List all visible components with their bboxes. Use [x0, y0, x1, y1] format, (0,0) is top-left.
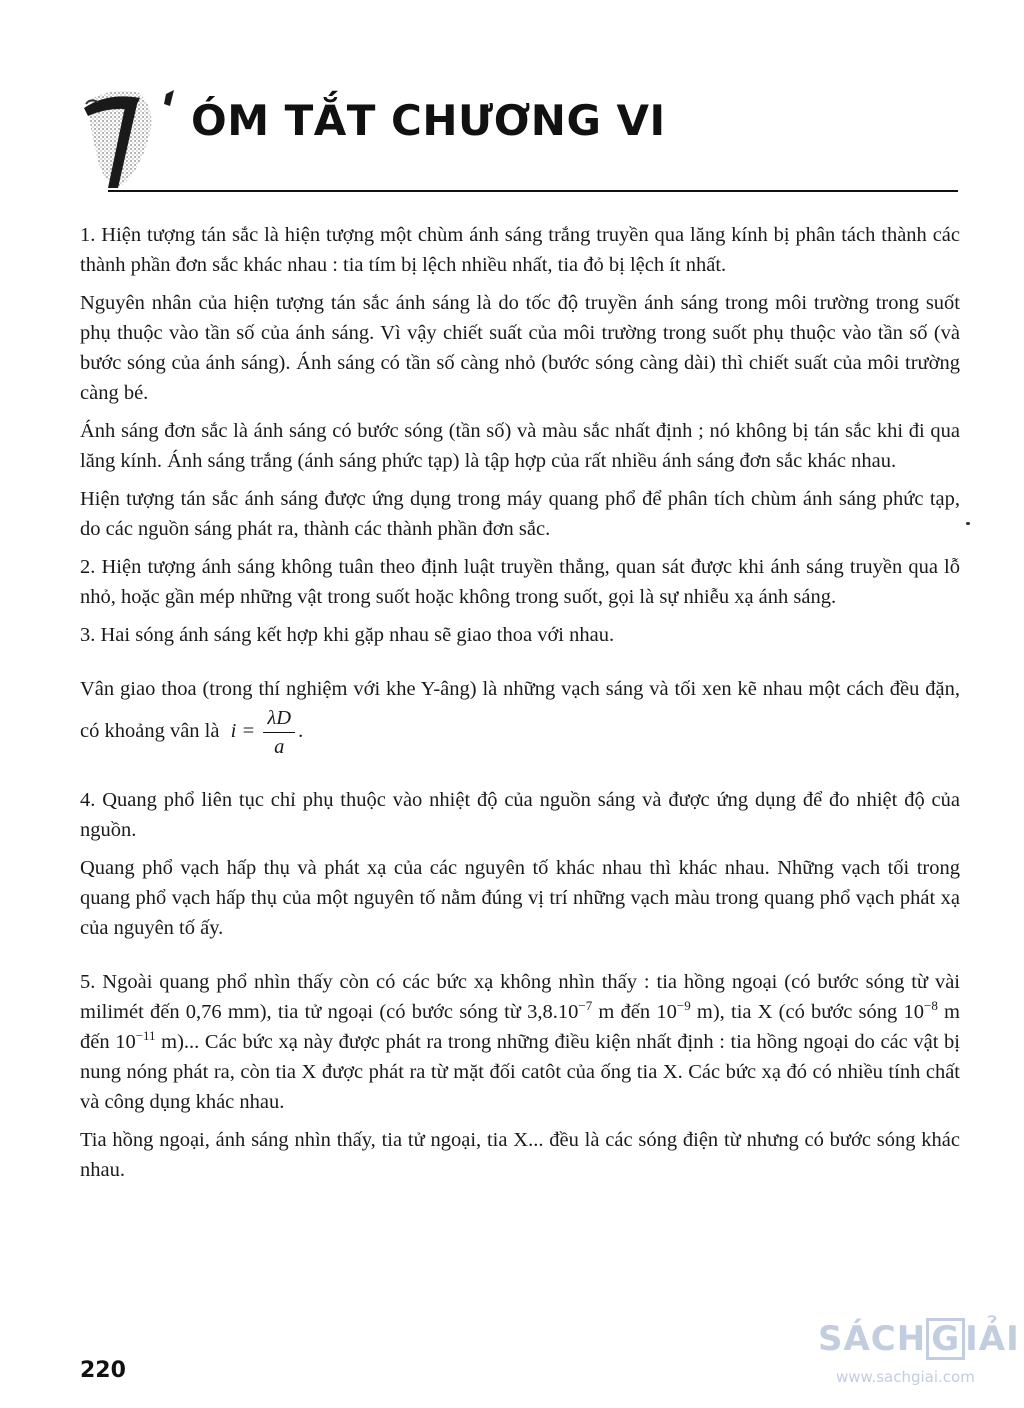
- watermark-brand-box: G: [926, 1318, 965, 1360]
- decorative-initial-t-icon: [78, 80, 193, 195]
- exponent-1: −7: [578, 998, 593, 1013]
- watermark-brand-right: IẢI: [965, 1319, 1020, 1359]
- formula-lhs: i =: [230, 720, 256, 743]
- chapter-header: [78, 80, 958, 195]
- paragraph-3: Ánh sáng đơn sắc là ánh sáng có bước sóng (tần số) và màu sắc nhất định ; nó không bị tán sắc khi đi qua lăng kính. Ánh sáng trắng (ánh sáng phức tạp) là tập hợp của rất nhiều ánh sáng đơn sắc khác nhau.: [80, 420, 960, 472]
- watermark-brand-left: SÁCH: [818, 1319, 927, 1359]
- closing-paragraph: Tia hồng ngoại, ánh sáng nhìn thấy, tia tử ngoại, tia X... đều là các sóng điện từ nhưng có bước sóng khác nhau.: [80, 1129, 960, 1181]
- paragraph-1: 1. Hiện tượng tán sắc là hiện tượng một chùm ánh sáng trắng truyền qua lăng kính bị phân tách thành các thành phần đơn sắc khác nhau : tia tím bị lệch nhiều nhất, tia đỏ bị lệch ít nhất.: [80, 224, 960, 276]
- paragraph-6: 3. Hai sóng ánh sáng kết hợp khi gặp nhau sẽ giao thoa với nhau.: [80, 624, 615, 646]
- scan-speck: [966, 522, 970, 525]
- page-number: 220: [80, 1358, 126, 1383]
- title-divider: [108, 190, 958, 192]
- fringe-spacing-formula: [231, 704, 304, 761]
- chapter-title: ÓM TẮT CHƯƠNG VI: [191, 96, 666, 145]
- formula-numerator: λD: [263, 704, 295, 733]
- radiation-text-4: m đến 10: [80, 1001, 960, 1053]
- paragraph-8: Quang phổ vạch hấp thụ và phát xạ của các nguyên tố khác nhau thì khác nhau. Những vạch tối trong quang phổ vạch hấp thụ của một nguyên tố nằm đúng vị trí những vạch màu trong quang phổ vạch phát xạ của nguyên tố ấy.: [80, 857, 960, 939]
- radiation-text-5: m)... Các bức xạ này được phát ra trong những điều kiện nhất định : tia hồng ngoại do các vật bị nung nóng phát ra, còn tia X được phát ra từ mặt đối catôt của ống tia X. Các bức xạ đó có nhiều tính chất và công dụng khác nhau.: [80, 1031, 960, 1113]
- radiation-text-3: m), tia X (có bước sóng 10: [690, 1001, 924, 1023]
- interference-text: Vân giao thoa (trong thí nghiệm với khe Y-âng) là những vạch sáng và tối xen kẽ nhau một cách đều đặn, có khoảng vân là: [80, 678, 960, 743]
- paragraph-5: 2. Hiện tượng ánh sáng không tuân theo định luật truyền thẳng, quan sát được khi ánh sáng truyền qua lỗ nhỏ, hoặc gần mép những vật trong suốt hoặc không trong suốt, gọi là sự nhiễu xạ ánh sáng.: [80, 556, 960, 608]
- watermark-url: www.sachgiai.com: [836, 1368, 975, 1386]
- radiation-text-1: 5. Ngoài quang phổ nhìn thấy còn có các bức xạ không nhìn thấy : tia hồng ngoại (có bước sóng từ vài milimét đến 0,76 mm), tia tử ngoại (có bước sóng từ 3,8.10: [80, 971, 960, 1023]
- paragraph-7: 4. Quang phổ liên tục chỉ phụ thuộc vào nhiệt độ của nguồn sáng và được ứng dụng để đo nhiệt độ của nguồn.: [80, 789, 960, 841]
- paragraph-4: Hiện tượng tán sắc ánh sáng được ứng dụng trong máy quang phổ để phân tích chùm ánh sáng phức tạp, do các nguồn sáng phát ra, thành các thành phần đơn sắc.: [80, 488, 960, 540]
- formula-fraction: [263, 704, 295, 761]
- exponent-4: −11: [135, 1028, 156, 1043]
- interference-paragraph: [80, 674, 960, 761]
- watermark: [818, 1318, 1024, 1398]
- radiation-paragraph: [80, 967, 960, 1117]
- formula-period: .: [298, 720, 304, 743]
- watermark-brand: [818, 1318, 1020, 1360]
- paragraph-2: Nguyên nhân của hiện tượng tán sắc ánh sáng là do tốc độ truyền ánh sáng trong môi trường trong suốt phụ thuộc vào tần số của ánh sáng. Vì vậy chiết suất của môi trường trong suốt phụ thuộc vào tần số (và bước sóng của ánh sáng). Ánh sáng có tần số càng nhỏ (bước sóng càng dài) thì chiết suất của môi trường càng bé.: [80, 292, 960, 404]
- exponent-3: −8: [924, 998, 938, 1013]
- chapter-summary: [80, 220, 960, 1193]
- exponent-2: −9: [676, 998, 691, 1013]
- radiation-text-2: m đến 10: [592, 1001, 677, 1023]
- formula-denominator: a: [274, 736, 285, 758]
